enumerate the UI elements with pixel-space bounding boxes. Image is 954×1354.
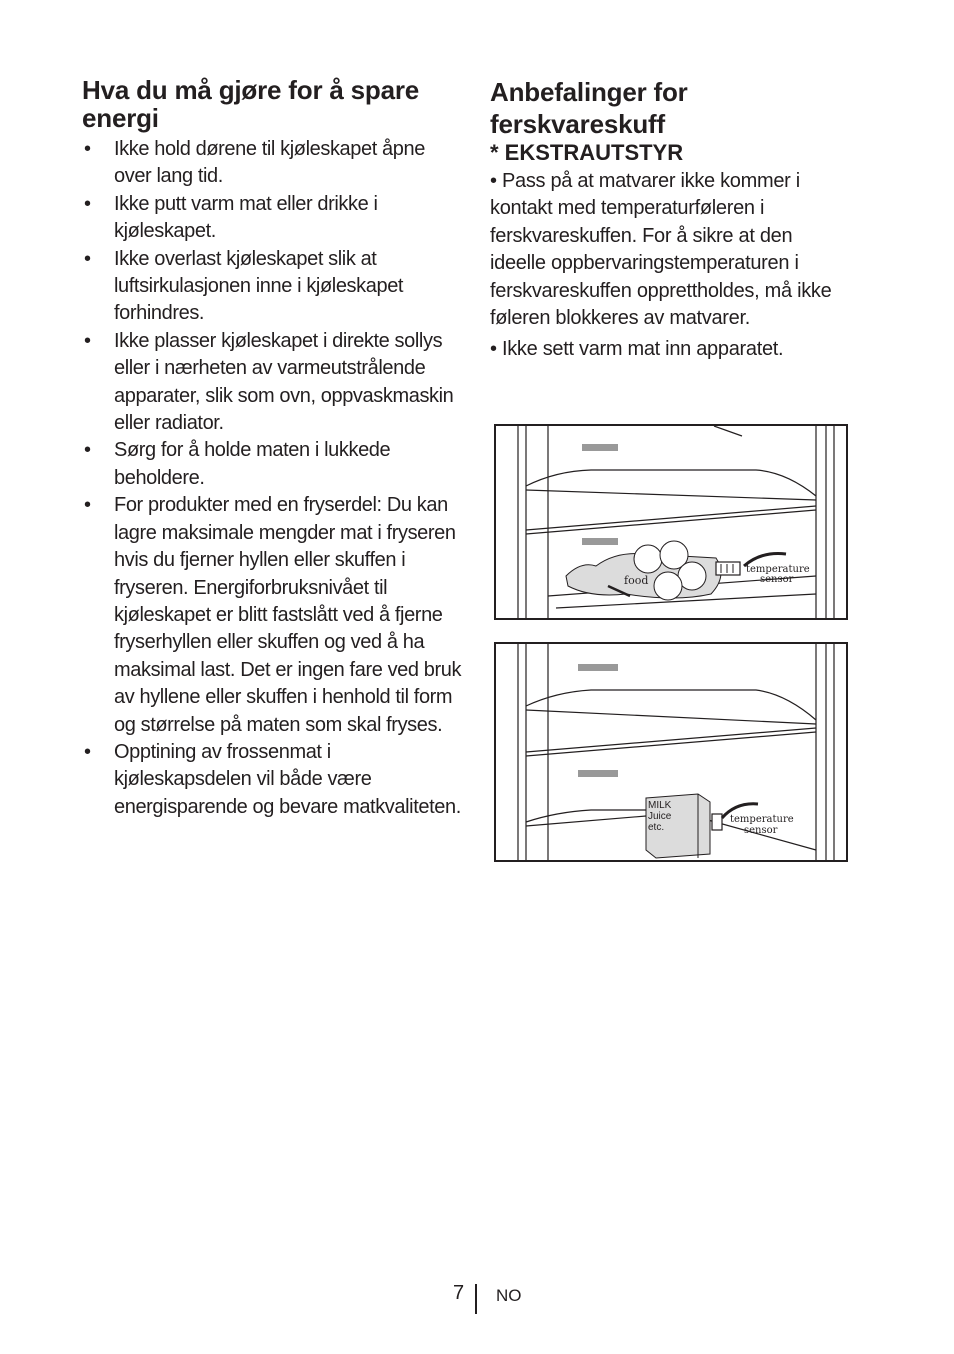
crisper-figure-food bbox=[494, 424, 848, 620]
fridge-illustration-milk bbox=[496, 644, 846, 860]
carton-label-line2: Juice bbox=[648, 811, 672, 822]
sensor-label-line2: sensor bbox=[760, 574, 794, 585]
food-label: food bbox=[624, 574, 649, 587]
bullet: • bbox=[84, 740, 91, 763]
crisper-paragraph: • Pass på at matvarer ikke kommer i kontakt med temperaturføleren i ferskvareskuffen. For å sikre at den ideelle oppbervaringstemperaturen i ferskvareskuffen opprettholdes, må ikke føleren blokkeres av matvarer. bbox=[490, 170, 832, 330]
list-item: • Opptining av frossenmat i kjøleskapsdelen vil både være energisparende og bevare matkvaliteten. bbox=[84, 740, 461, 818]
crisper-paragraph: • Ikke sett varm mat inn apparatet. bbox=[490, 338, 784, 361]
bullet: • bbox=[84, 494, 91, 517]
crisper-title: Anbefalinger for ferskvareskuff bbox=[490, 77, 688, 139]
sensor-label-line1: temperature bbox=[746, 564, 810, 575]
temperature-sensor-icon bbox=[716, 562, 740, 575]
fridge-illustration-food bbox=[496, 426, 846, 618]
page-footer bbox=[0, 1280, 954, 1320]
bullet: • bbox=[84, 329, 91, 352]
sensor-label-line1: temperature bbox=[730, 814, 794, 825]
footer-divider bbox=[475, 1284, 477, 1314]
list-item: • Sørg for å holde maten i lukkede beholdere. bbox=[84, 439, 391, 489]
list-item: • Ikke overlast kjøleskapet slik at luftsirkulasjonen inne i kjøleskapet forhindres. bbox=[84, 247, 404, 325]
language-code: NO bbox=[496, 1286, 522, 1305]
list-item: • Ikke putt varm mat eller drikke i kjøleskapet. bbox=[84, 192, 378, 243]
sensor-label-line2: sensor bbox=[744, 825, 778, 836]
bullet: • bbox=[84, 138, 91, 160]
bullet: • bbox=[84, 247, 91, 270]
bullet: • bbox=[84, 192, 91, 215]
carton-label-line1: MILK bbox=[648, 800, 672, 811]
temperature-sensor-icon bbox=[712, 814, 722, 830]
energy-list bbox=[82, 136, 462, 821]
energy-section bbox=[82, 76, 462, 821]
bullet: • bbox=[84, 439, 91, 462]
crisper-figure-milk bbox=[494, 642, 848, 862]
list-item: • Ikke hold dørene til kjøleskapet åpne over lang tid. bbox=[84, 138, 425, 188]
page-number: 7 bbox=[453, 1282, 465, 1304]
crisper-section bbox=[490, 76, 850, 364]
energy-title: Hva du må gjøre for å spare energi bbox=[82, 75, 420, 133]
list-item: • For produkter med en fryserdel: Du kan lagre maksimale mengder mat i fryseren hvis du fjerner hyllen eller skuffen i fryseren. Energiforbruksnivået til kjøleskapet er blitt fastslått ved å fjerne fryserhyllen eller skuffen og ved å ha maksimal last. Det er ingen fare ved bruk av hyllene eller skuffen i henhold til form og størrelse på maten som skal fryses. bbox=[84, 494, 462, 736]
crisper-subtitle: * EKSTRAUTSTYR bbox=[490, 140, 684, 165]
list-item: • Ikke plasser kjøleskapet i direkte sollys eller i nærheten av varmeutstrålende apparater, slik som ovn, oppvaskmaskin eller radiator. bbox=[84, 329, 454, 435]
carton-label-line3: etc. bbox=[648, 822, 665, 833]
